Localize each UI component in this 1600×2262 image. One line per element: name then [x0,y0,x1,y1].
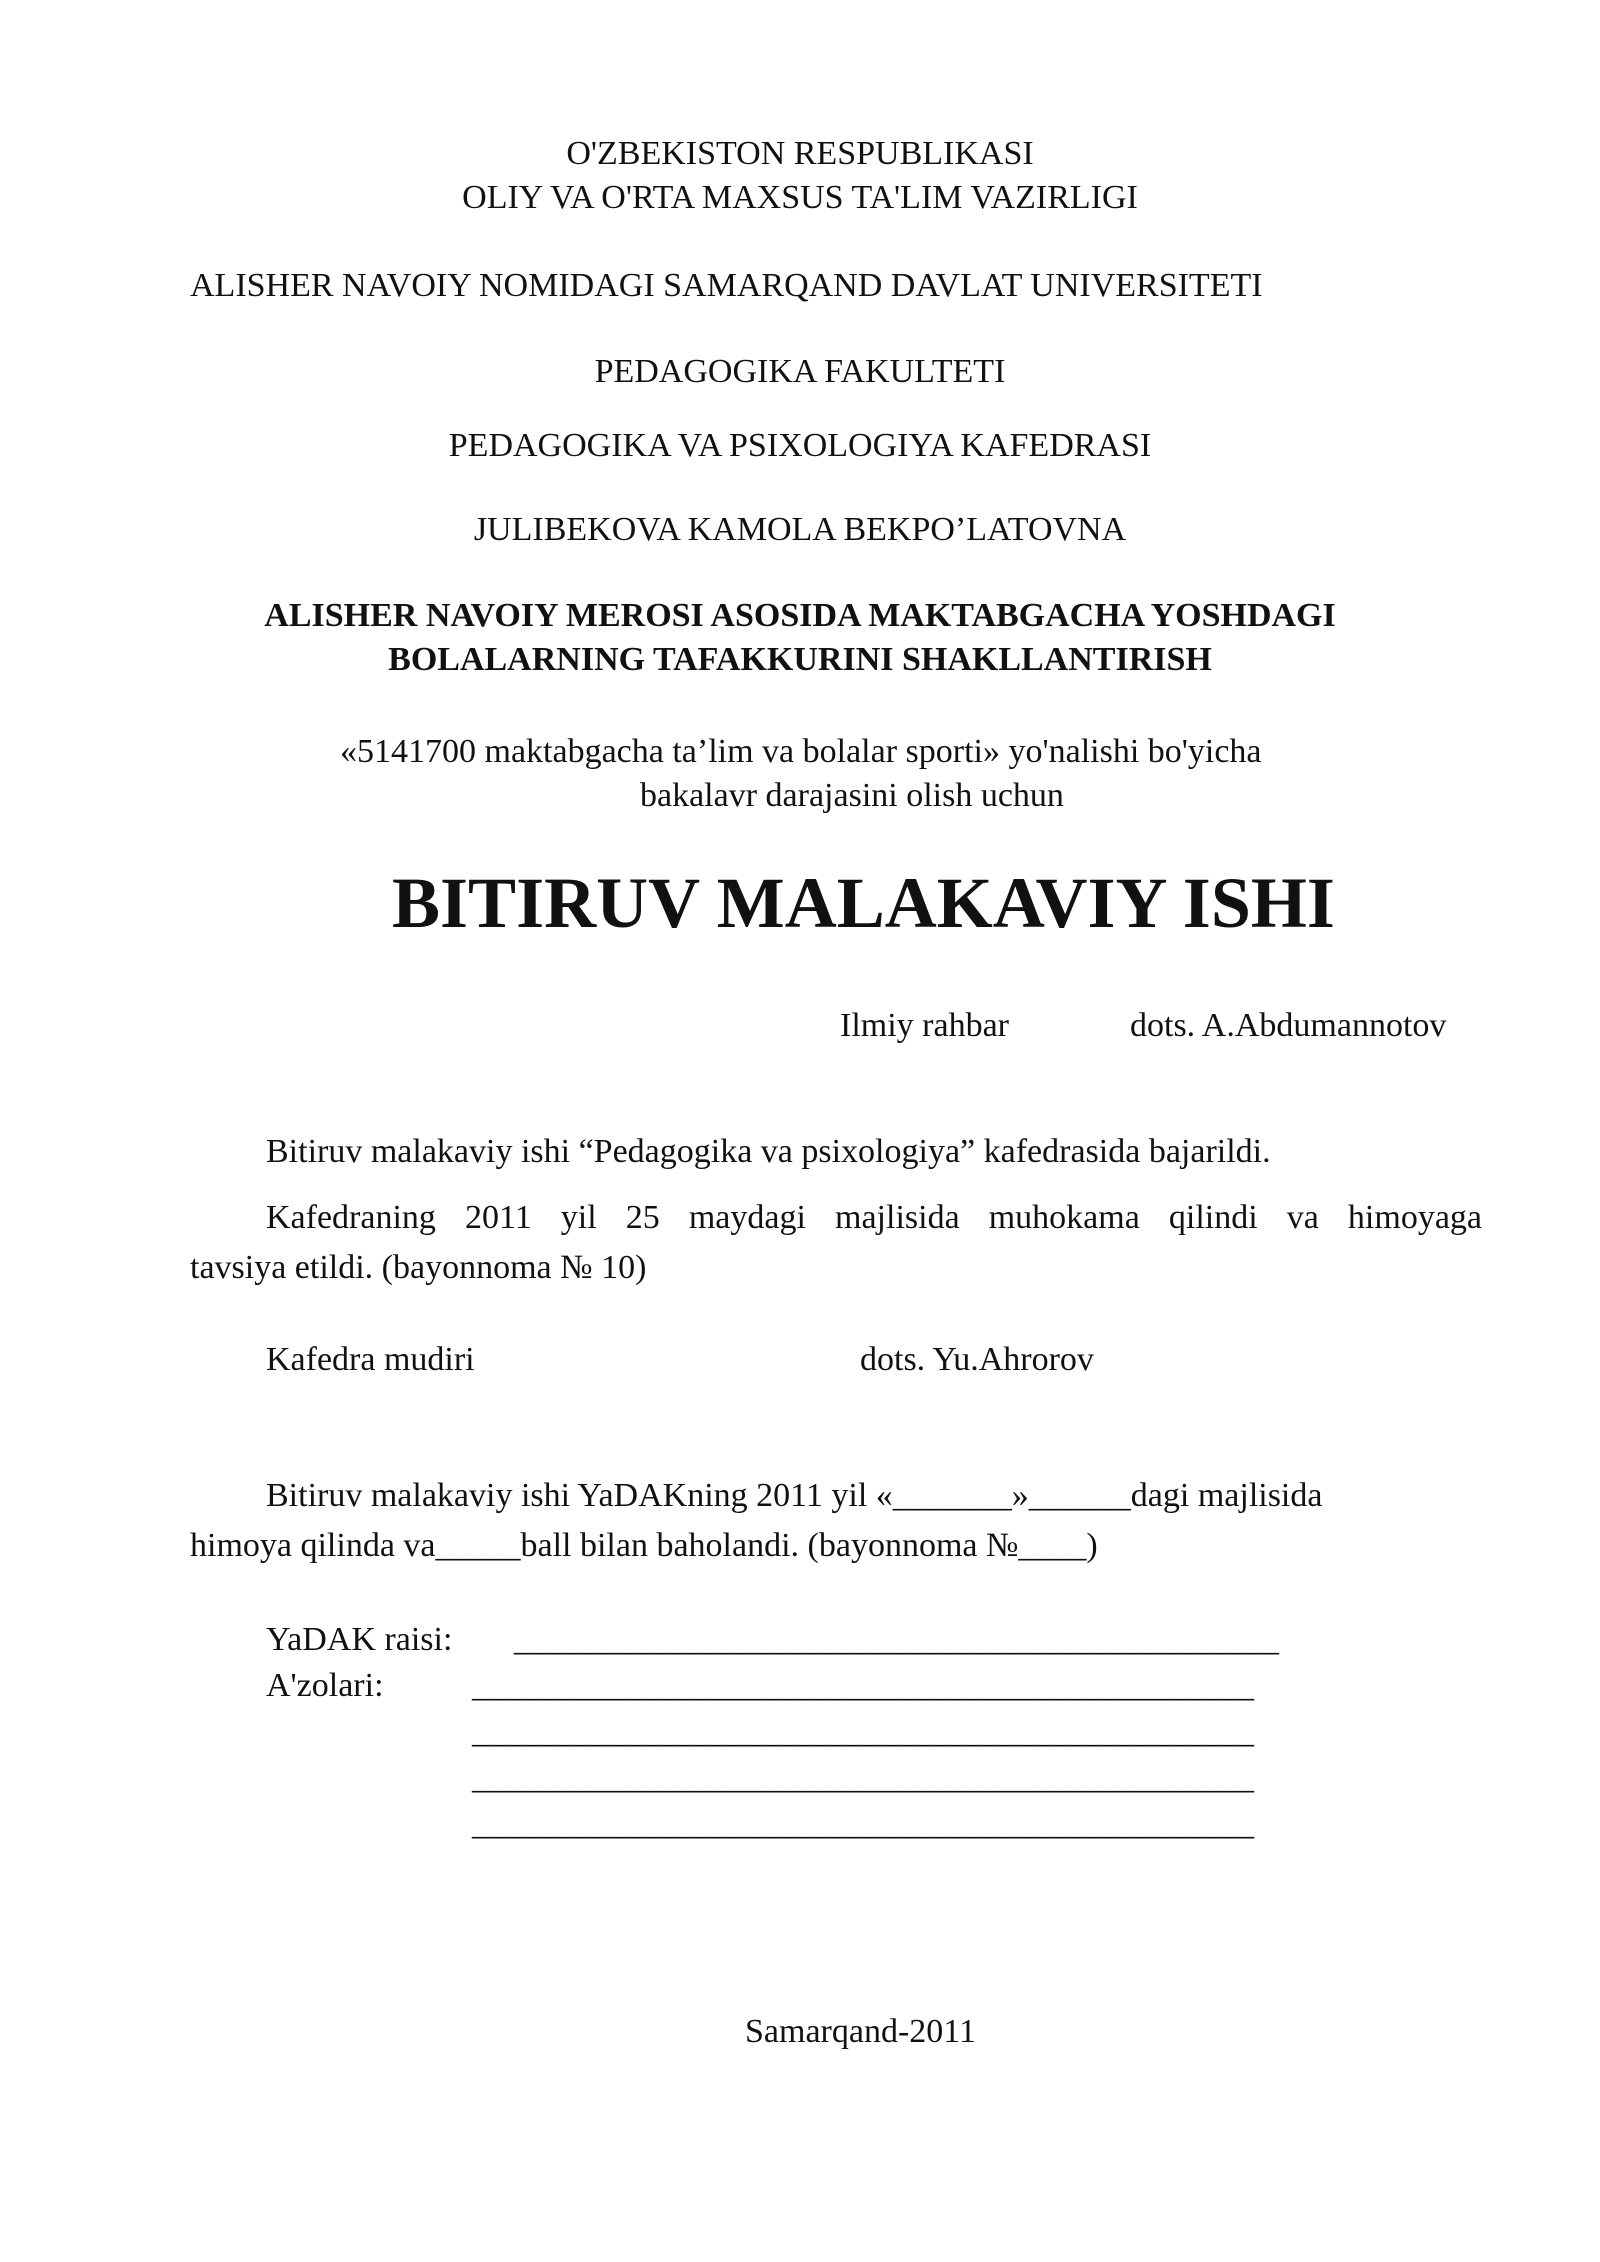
commission-member-line: ______________________________________________ [472,1713,1254,1750]
department-heading: PEDAGOGIKA VA PSIXOLOGIYA KAFEDRASI [448,427,1152,464]
completion-line-1: Bitiruv malakaviy ishi “Pedagogika va psixologiya” kafedrasida bajarildi. [266,1133,1271,1170]
defense-line-2: himoya qilinda va_____ball bilan baholandi. (bayonnoma №____) [190,1527,1098,1564]
commission-chair-label: YaDAK raisi: [266,1621,453,1658]
commission-chair-signature-line: _____________________________________________ [514,1621,1279,1658]
work-title: BITIRUV MALAKAVIY ISHI [392,863,1335,943]
degree-line-1: «5141700 maktabgacha ta’lim va bolalar sporti» yo'nalishi bo'yicha [340,733,1262,770]
head-of-department-label: Kafedra mudiri [266,1341,475,1378]
faculty-heading: PEDAGOGIKA FAKULTETI [594,353,1006,390]
university-heading: ALISHER NAVOIY NOMIDAGI SAMARQAND DAVLAT UNIVERSITETI [190,267,1263,304]
author-name: JULIBEKOVA KAMOLA BEKPO’LATOVNA [473,511,1127,548]
supervisor-label: Ilmiy rahbar [840,1007,1009,1044]
commission-member-line: ______________________________________________ [472,1805,1254,1842]
completion-line-2: Kafedraning 2011 yil 25 maydagi majlisida muhokama qilindi va himoyaga [266,1199,1482,1236]
commission-member-line: ______________________________________________ [472,1759,1254,1796]
supervisor-name: dots. A.Abdumannotov [1130,1007,1447,1044]
head-of-department-name: dots. Yu.Ahrorov [860,1341,1094,1378]
commission-member-line: ______________________________________________ [472,1667,1254,1704]
topic-line-1: ALISHER NAVOIY MEROSI ASOSIDA MAKTABGACHA YOSHDAGI [264,597,1336,634]
topic-line-2: BOLALARNING TAFAKKURINI SHAKLLANTIRISH [388,641,1212,678]
completion-line-3: tavsiya etildi. (bayonnoma № 10) [190,1249,647,1286]
commission-members-label: A'zolari: [266,1667,384,1704]
place-year: Samarqand-2011 [745,2013,977,2050]
defense-line-1: Bitiruv malakaviy ishi YaDAKning 2011 yil «_______»______dagi majlisida [266,1477,1323,1514]
degree-line-2: bakalavr darajasini olish uchun [640,777,1064,814]
republic-heading: O'ZBEKISTON RESPUBLIKASI [566,135,1034,172]
ministry-heading: OLIY VA O'RTA MAXSUS TA'LIM VAZIRLIGI [462,179,1138,216]
